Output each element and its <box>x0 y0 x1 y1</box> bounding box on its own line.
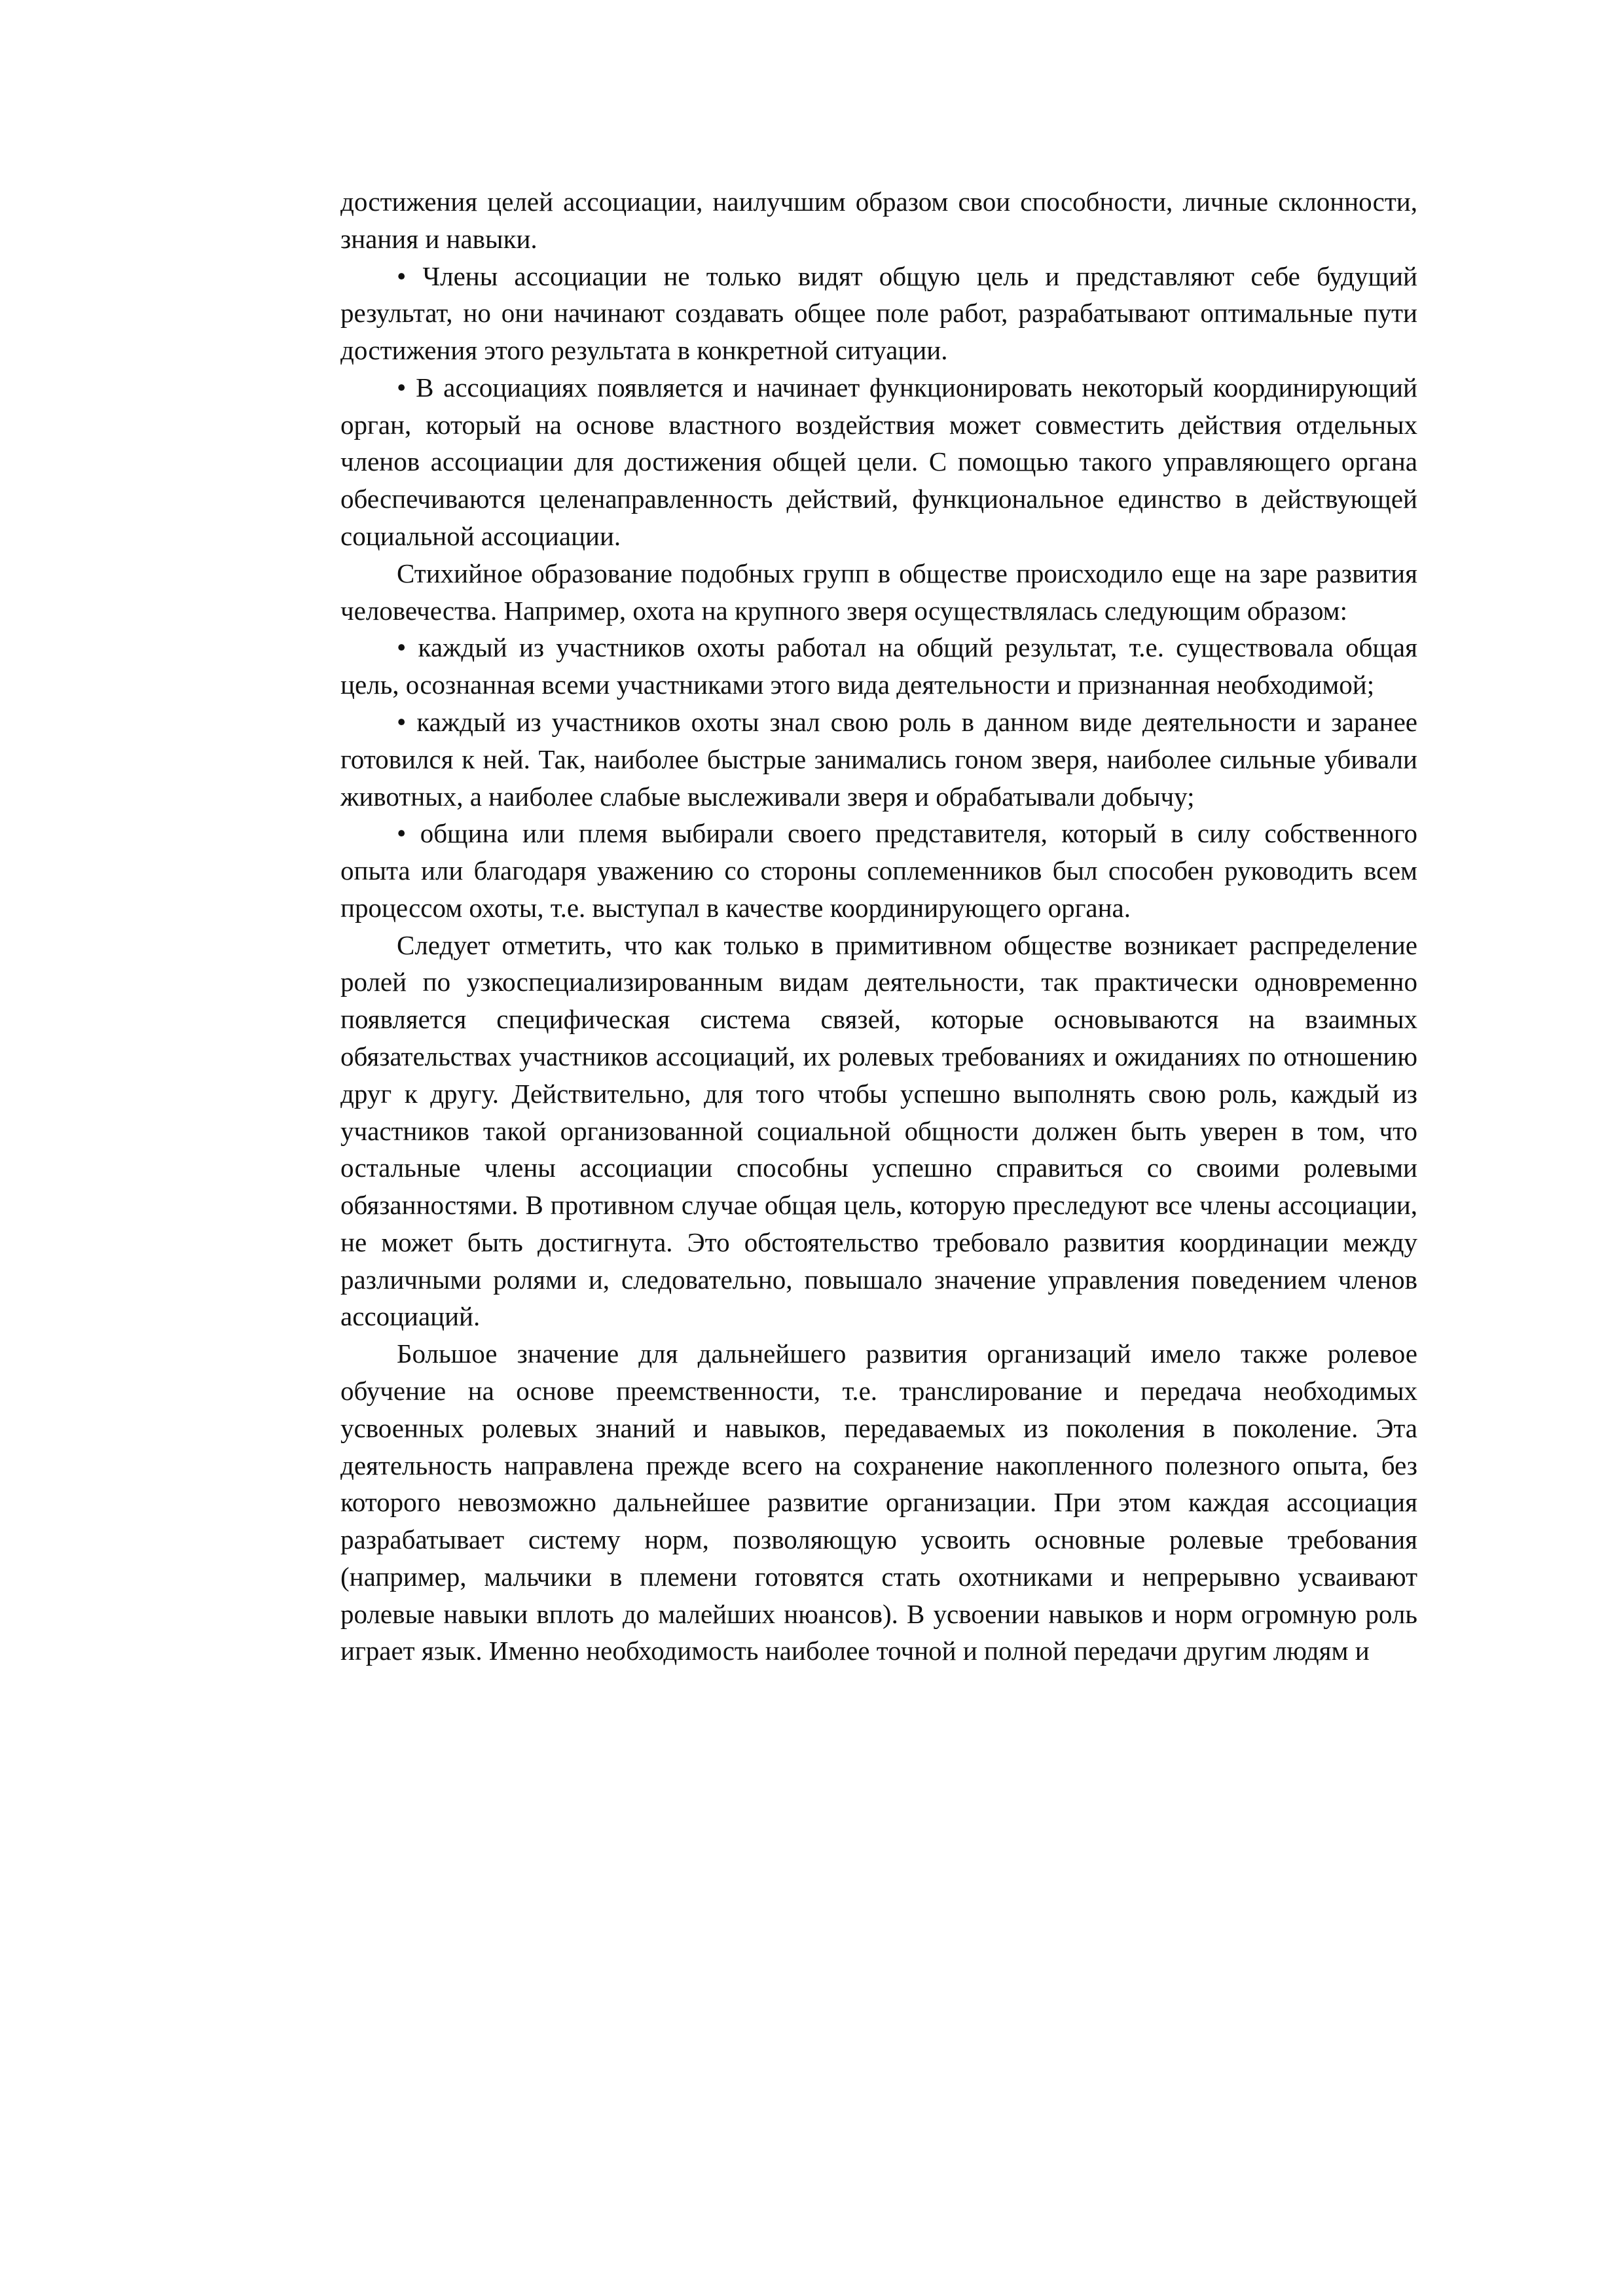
paragraph-bullet-common-result: • каждый из участников охоты работал на общий результат, т.е. существовала общая цель, осознанная всеми участниками этого вида деятельности и признанная необходимой; <box>340 632 1417 700</box>
paragraph-bullet-representative: • община или племя выбирали своего представителя, который в силу собственного опыта или благодаря уважению со стороны соплеменников был способен руководить всем процессом охоты, т.е. выступал в качестве координирующего органа. <box>340 818 1417 923</box>
paragraph-continuation: достижения целей ассоциации, наилучшим образом свои способности, личные склонности, знания и навыки. <box>340 187 1417 254</box>
paragraph-bullet-members: • Члены ассоциации не только видят общую цель и представляют себе будущий результат, но они начинают создавать общее поле работ, разрабатывают оптимальные пути достижения этого результата в конкретной ситуации. <box>340 260 1417 366</box>
paragraph-spontaneous-groups: Стихийное образование подобных групп в обществе происходило еще на заре развития человечества. Например, охота на крупного зверя осуществлялась следующим образом: <box>340 558 1417 626</box>
paragraph-role-distribution: Следует отметить, что как только в примитивном обществе возникает распределение ролей по узкоспециализированным видам деятельности, так практически одновременно появляется специфическая система связей, которые основываются на взаимных обязательствах участников ассоциаций, их ролевых требованиях и ожиданиях по отношению друг к другу. Действительно, для того чтобы успешно выполнять свою роль, каждый из участников такой организованной социальной общности должен быть уверен в том, что остальные члены ассоциации способны успешно справиться со своими ролевыми обязанностями. В противном случае общая цель, которую преследуют все члены ассоциации, не может быть достигнута. Это обстоятельство требовало развития координации между различными ролями и, следовательно, повышало значение управления поведением членов ассоциаций. <box>340 929 1417 1332</box>
paragraph-role-learning: Большое значение для дальнейшего развития организаций имело также ролевое обучение на основе преемственности, т.е. транслирование и передача необходимых усвоенных ролевых знаний и навыков, передаваемых из поколения в поколение. Эта деятельность направлена прежде всего на сохранение накопленного полезного опыта, без которого невозможно дальнейшее развитие организации. При этом каждая ассоциация разрабатывает систему норм, позволяющую усвоить основные ролевые требования (например, мальчики в племени готовятся стать охотниками и непрерывно усваивают ролевые навыки вплоть до малейших нюансов). В усвоении навыков и норм огромную роль играет язык. Именно необходимость наиболее точной и полной передачи другим людям и <box>340 1338 1417 1666</box>
body-text-column <box>340 183 1417 1670</box>
paragraph-bullet-roles: • каждый из участников охоты знал свою роль в данном виде деятельности и заранее готовился к ней. Так, наиболее быстрые занимались гоном зверя, наиболее сильные убивали животных, а наиболее слабые выслеживали зверя и обрабатывали добычу; <box>340 706 1417 812</box>
paragraph-bullet-coordinating-body: • В ассоциациях появляется и начинает функционировать некоторый координирующий орган, который на основе властного воздействия может совместить действия отдельных членов ассоциации для достижения общей цели. С помощью такого управляющего органа обеспечиваются целенаправленность действий, функциональное единство в действующей социальной ассоциации. <box>340 372 1417 552</box>
